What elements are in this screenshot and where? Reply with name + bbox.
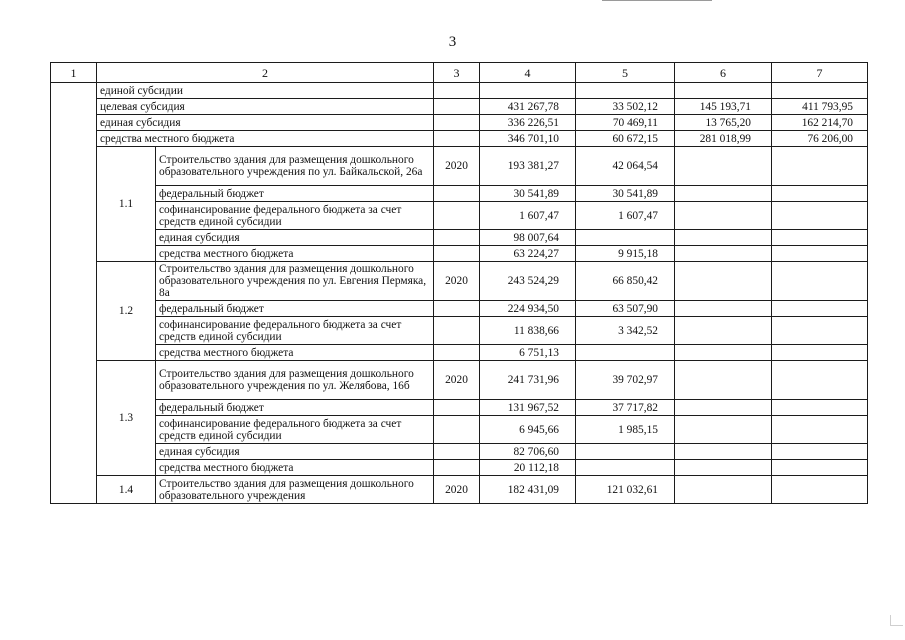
row-label: Строительство здания для размещения дошкольного образовательного учреждения по ул. Байкальской, 26а bbox=[156, 147, 434, 186]
table-row bbox=[51, 262, 868, 301]
table-row bbox=[51, 99, 868, 115]
table-row bbox=[51, 83, 868, 99]
row-label: средства местного бюджета bbox=[156, 460, 434, 476]
value-cell bbox=[675, 361, 772, 400]
value-cell bbox=[576, 460, 675, 476]
year-cell: 2020 bbox=[434, 476, 480, 504]
value-cell: 411 793,95 bbox=[772, 99, 868, 115]
value-cell bbox=[480, 83, 576, 99]
row-label: единая субсидия bbox=[97, 115, 434, 131]
value-cell: 60 672,15 bbox=[576, 131, 675, 147]
value-cell: 6 945,66 bbox=[480, 416, 576, 444]
value-cell bbox=[675, 444, 772, 460]
item-number: 1.1 bbox=[97, 147, 156, 262]
year-cell bbox=[434, 99, 480, 115]
value-cell: 63 224,27 bbox=[480, 246, 576, 262]
row-label: Строительство здания для размещения дошкольного образовательного учреждения по ул. Желябова, 16б bbox=[156, 361, 434, 400]
value-cell bbox=[576, 83, 675, 99]
value-cell: 193 381,27 bbox=[480, 147, 576, 186]
value-cell bbox=[576, 444, 675, 460]
row-label: софинансирование федерального бюджета за счет средств единой субсидии bbox=[156, 416, 434, 444]
year-cell bbox=[434, 131, 480, 147]
value-cell bbox=[675, 246, 772, 262]
item-number: 1.2 bbox=[97, 262, 156, 361]
table-row bbox=[51, 147, 868, 186]
value-cell: 42 064,54 bbox=[576, 147, 675, 186]
value-cell bbox=[772, 83, 868, 99]
table-row bbox=[51, 131, 868, 147]
value-cell: 30 541,89 bbox=[576, 186, 675, 202]
table-row bbox=[51, 416, 868, 444]
row-label: единая субсидия bbox=[156, 444, 434, 460]
year-cell bbox=[434, 230, 480, 246]
value-cell bbox=[772, 230, 868, 246]
table-row bbox=[51, 246, 868, 262]
value-cell bbox=[675, 460, 772, 476]
year-cell bbox=[434, 416, 480, 444]
row-label: софинансирование федерального бюджета за счет средств единой субсидии bbox=[156, 317, 434, 345]
value-cell: 82 706,60 bbox=[480, 444, 576, 460]
value-cell bbox=[675, 262, 772, 301]
value-cell: 30 541,89 bbox=[480, 186, 576, 202]
year-cell bbox=[434, 460, 480, 476]
table-row bbox=[51, 400, 868, 416]
value-cell: 6 751,13 bbox=[480, 345, 576, 361]
value-cell bbox=[675, 202, 772, 230]
row-label: федеральный бюджет bbox=[156, 301, 434, 317]
year-cell: 2020 bbox=[434, 262, 480, 301]
value-cell: 243 524,29 bbox=[480, 262, 576, 301]
row-label: единая субсидия bbox=[156, 230, 434, 246]
header-cell: 5 bbox=[576, 63, 675, 83]
table-header-row bbox=[51, 63, 868, 83]
value-cell bbox=[772, 317, 868, 345]
year-cell bbox=[434, 186, 480, 202]
year-cell bbox=[434, 115, 480, 131]
value-cell bbox=[576, 345, 675, 361]
value-cell: 346 701,10 bbox=[480, 131, 576, 147]
budget-table bbox=[50, 62, 868, 504]
table-row bbox=[51, 476, 868, 504]
value-cell bbox=[772, 400, 868, 416]
row-label: средства местного бюджета bbox=[156, 345, 434, 361]
value-cell: 9 915,18 bbox=[576, 246, 675, 262]
item-number: 1.3 bbox=[97, 361, 156, 476]
value-cell: 3 342,52 bbox=[576, 317, 675, 345]
header-cell: 2 bbox=[97, 63, 434, 83]
value-cell: 11 838,66 bbox=[480, 317, 576, 345]
value-cell: 182 431,09 bbox=[480, 476, 576, 504]
top-edge-line bbox=[602, 0, 712, 1]
value-cell bbox=[675, 230, 772, 246]
value-cell bbox=[772, 246, 868, 262]
value-cell bbox=[675, 416, 772, 444]
value-cell bbox=[772, 262, 868, 301]
year-cell bbox=[434, 301, 480, 317]
header-cell: 3 bbox=[434, 63, 480, 83]
value-cell: 162 214,70 bbox=[772, 115, 868, 131]
table-row bbox=[51, 460, 868, 476]
value-cell bbox=[772, 476, 868, 504]
value-cell: 145 193,71 bbox=[675, 99, 772, 115]
value-cell bbox=[675, 317, 772, 345]
value-cell: 13 765,20 bbox=[675, 115, 772, 131]
table-row bbox=[51, 317, 868, 345]
row-label: Строительство здания для размещения дошкольного образовательного учреждения bbox=[156, 476, 434, 504]
year-cell bbox=[434, 202, 480, 230]
value-cell bbox=[772, 147, 868, 186]
value-cell: 70 469,11 bbox=[576, 115, 675, 131]
value-cell: 33 502,12 bbox=[576, 99, 675, 115]
value-cell: 281 018,99 bbox=[675, 131, 772, 147]
value-cell bbox=[772, 345, 868, 361]
value-cell bbox=[675, 186, 772, 202]
year-cell bbox=[434, 317, 480, 345]
value-cell: 431 267,78 bbox=[480, 99, 576, 115]
value-cell bbox=[576, 230, 675, 246]
year-cell bbox=[434, 444, 480, 460]
value-cell bbox=[675, 476, 772, 504]
value-cell bbox=[772, 444, 868, 460]
table-row bbox=[51, 361, 868, 400]
table-row bbox=[51, 301, 868, 317]
row-label: единой субсидии bbox=[97, 83, 434, 99]
value-cell bbox=[772, 416, 868, 444]
row-number-cell bbox=[51, 83, 97, 504]
value-cell bbox=[772, 202, 868, 230]
header-cell: 1 bbox=[51, 63, 97, 83]
value-cell: 336 226,51 bbox=[480, 115, 576, 131]
scan-corner-mark bbox=[890, 615, 903, 626]
table-row bbox=[51, 186, 868, 202]
year-cell: 2020 bbox=[434, 361, 480, 400]
table-row bbox=[51, 230, 868, 246]
item-number: 1.4 bbox=[97, 476, 156, 504]
value-cell bbox=[675, 147, 772, 186]
table-row bbox=[51, 202, 868, 230]
row-label: федеральный бюджет bbox=[156, 186, 434, 202]
value-cell: 121 032,61 bbox=[576, 476, 675, 504]
value-cell: 224 934,50 bbox=[480, 301, 576, 317]
row-label: софинансирование федерального бюджета за счет средств единой субсидии bbox=[156, 202, 434, 230]
header-cell: 7 bbox=[772, 63, 868, 83]
year-cell bbox=[434, 345, 480, 361]
value-cell bbox=[772, 361, 868, 400]
page-number: 3 bbox=[448, 34, 457, 50]
value-cell bbox=[675, 400, 772, 416]
value-cell bbox=[772, 301, 868, 317]
value-cell: 131 967,52 bbox=[480, 400, 576, 416]
table-row bbox=[51, 345, 868, 361]
value-cell: 1 607,47 bbox=[576, 202, 675, 230]
header-cell: 4 bbox=[480, 63, 576, 83]
year-cell bbox=[434, 400, 480, 416]
value-cell bbox=[675, 83, 772, 99]
value-cell: 1 607,47 bbox=[480, 202, 576, 230]
value-cell: 63 507,90 bbox=[576, 301, 675, 317]
row-label: средства местного бюджета bbox=[97, 131, 434, 147]
value-cell: 1 985,15 bbox=[576, 416, 675, 444]
row-label: целевая субсидия bbox=[97, 99, 434, 115]
value-cell: 76 206,00 bbox=[772, 131, 868, 147]
table-row bbox=[51, 115, 868, 131]
year-cell bbox=[434, 83, 480, 99]
value-cell: 39 702,97 bbox=[576, 361, 675, 400]
table-row bbox=[51, 444, 868, 460]
value-cell: 37 717,82 bbox=[576, 400, 675, 416]
value-cell bbox=[675, 301, 772, 317]
year-cell bbox=[434, 246, 480, 262]
value-cell: 20 112,18 bbox=[480, 460, 576, 476]
year-cell: 2020 bbox=[434, 147, 480, 186]
value-cell: 98 007,64 bbox=[480, 230, 576, 246]
row-label: федеральный бюджет bbox=[156, 400, 434, 416]
value-cell: 66 850,42 bbox=[576, 262, 675, 301]
row-label: Строительство здания для размещения дошкольного образовательного учреждения по ул. Евгения Пермяка, 8а bbox=[156, 262, 434, 301]
value-cell bbox=[772, 186, 868, 202]
header-cell: 6 bbox=[675, 63, 772, 83]
value-cell bbox=[772, 460, 868, 476]
row-label: средства местного бюджета bbox=[156, 246, 434, 262]
value-cell bbox=[675, 345, 772, 361]
value-cell: 241 731,96 bbox=[480, 361, 576, 400]
